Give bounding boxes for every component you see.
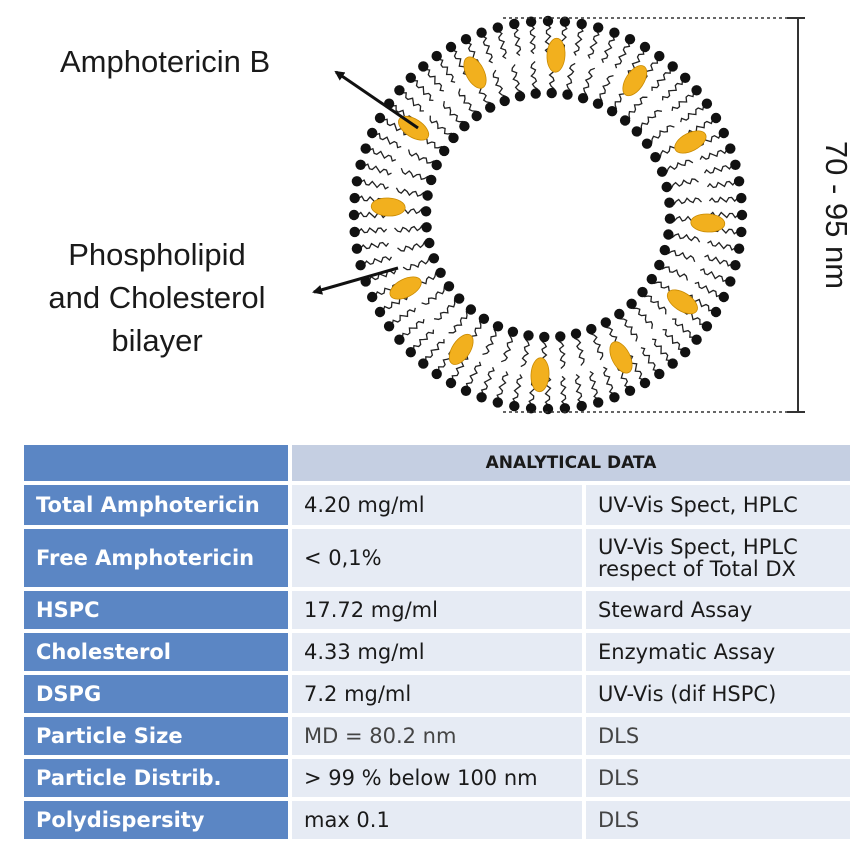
lipid-head [571, 329, 581, 339]
lipid-tail [430, 116, 452, 134]
lipid-head [429, 253, 439, 263]
lipid-head [461, 34, 471, 44]
lipid-tail [662, 267, 688, 281]
lipid-tail [459, 89, 477, 112]
lipid-head [355, 160, 365, 170]
lipid-head [614, 309, 624, 319]
lipid-tail [361, 243, 389, 249]
lipid-head [642, 139, 652, 149]
amphotericin-molecule [371, 197, 406, 217]
lipid-head [737, 210, 747, 220]
bilayer-label-line3: bilayer [111, 323, 203, 358]
lipid-tail [396, 188, 424, 196]
row-cholesterol-property: Cholesterol [24, 633, 288, 671]
lipid-head [349, 210, 359, 220]
lipid-tail [615, 43, 629, 68]
row-polydispersity-property: Polydispersity [24, 801, 288, 839]
lipid-head [476, 28, 486, 38]
lipid-tail [641, 348, 657, 371]
lipid-head [654, 369, 664, 379]
lipid-tail [467, 362, 481, 387]
lipid-tail [709, 197, 737, 202]
lipid-tail [652, 339, 670, 360]
lipid-tail [422, 287, 445, 305]
lipid-tail [359, 228, 387, 233]
lipid-tail [671, 179, 698, 189]
lipid-head [702, 321, 712, 331]
lipid-head [432, 51, 442, 61]
row-particle-distrib-property: Particle Distrib. [24, 759, 288, 797]
lipid-head [547, 88, 557, 98]
lipid-head [577, 19, 587, 29]
lipid-head [367, 292, 377, 302]
lipid-head [654, 260, 664, 270]
table-header-title: ANALYTICAL DATA [292, 445, 850, 481]
lipid-head [730, 160, 740, 170]
row-total-amphotericin-property: Total Amphotericin [24, 485, 288, 525]
lipid-head [711, 113, 721, 123]
lipid-tail [513, 375, 522, 403]
table-header-corner [24, 445, 288, 481]
lipid-tail [414, 81, 434, 101]
table-row [24, 759, 850, 797]
table-row [24, 633, 850, 671]
lipid-tail [434, 300, 455, 320]
lipid-tail [398, 241, 425, 251]
lipid-head [609, 28, 619, 38]
lipid-head [350, 227, 360, 237]
lipid-head [375, 113, 385, 123]
lipid-head [406, 73, 416, 83]
row-dspg-property: DSPG [24, 675, 288, 713]
method-line-2: respect of Total DX [598, 557, 796, 581]
lipid-head [650, 152, 660, 162]
lipid-head [736, 227, 746, 237]
lipid-tail [584, 68, 595, 95]
lipid-head [626, 299, 636, 309]
lipid-head [647, 274, 657, 284]
lipid-head [593, 22, 603, 32]
analytical-data-table [20, 441, 854, 843]
lipid-tail [482, 367, 494, 393]
lipid-head [446, 42, 456, 52]
lipid-head [730, 260, 740, 270]
lipid-head [418, 61, 428, 71]
lipid-tail [515, 28, 521, 56]
lipid-tail [633, 308, 653, 329]
lipid-tail [499, 32, 506, 59]
lipid-head [734, 176, 744, 186]
table-row [24, 591, 850, 629]
lipid-head [663, 229, 673, 239]
row-hspc-method: Steward Assay [586, 591, 850, 629]
lipid-tail [531, 62, 538, 90]
row-total-amphotericin-method: UV-Vis Spect, HPLC [586, 485, 850, 525]
amphotericin-label: Amphotericin B [60, 44, 271, 79]
lipid-head [725, 276, 735, 286]
lipid-head [432, 160, 442, 170]
lipid-tail [674, 198, 702, 205]
lipid-tail [403, 319, 424, 337]
row-cholesterol-value: 4.33 mg/ml [292, 633, 582, 671]
lipid-tail [493, 70, 505, 96]
row-particle-size-property: Particle Size [24, 717, 288, 755]
lipid-tail [708, 182, 736, 188]
lipid-head [691, 85, 701, 95]
lipid-tail [439, 59, 455, 82]
bilayer-label-line2: and Cholesterol [48, 280, 266, 315]
lipid-head [476, 392, 486, 402]
lipid-head [719, 128, 729, 138]
lipid-head [665, 214, 675, 224]
lipid-tail [558, 341, 565, 369]
lipid-tail [620, 319, 638, 342]
lipid-head [432, 369, 442, 379]
row-free-amphotericin-method [586, 529, 850, 587]
lipid-tail [603, 367, 613, 393]
lipid-tail [483, 329, 497, 355]
lipid-head [479, 314, 489, 324]
lipid-tail [426, 70, 444, 91]
table-row [24, 529, 850, 587]
lipid-tail [444, 101, 464, 122]
lipid-head [632, 126, 642, 136]
row-cholesterol-method: Enzymatic Assay [586, 633, 850, 671]
lipid-head [637, 287, 647, 297]
lipid-head [394, 335, 404, 345]
lipid-tail [672, 234, 700, 242]
lipid-tail [426, 339, 444, 360]
lipid-head [466, 304, 476, 314]
lipid-head [446, 378, 456, 388]
lipid-tail [501, 335, 512, 362]
lipid-head [500, 96, 510, 106]
lipid-tail [681, 106, 704, 122]
lipid-tail [590, 334, 602, 360]
lipid-tail [629, 97, 647, 119]
lipid-head [657, 167, 667, 177]
bilayer-label-line1: Phospholipid [68, 237, 246, 272]
lipid-head [515, 91, 525, 101]
lipid-head [586, 324, 596, 334]
lipid-tail [672, 93, 693, 111]
lipid-tail [395, 225, 423, 232]
lipid-head [668, 61, 678, 71]
lipid-head [352, 244, 362, 254]
row-dspg-value: 7.2 mg/ml [292, 675, 582, 713]
lipid-tail [641, 111, 662, 131]
lipid-head [493, 321, 503, 331]
lipid-head [654, 51, 664, 61]
lipid-head [509, 19, 519, 29]
lipid-head [625, 34, 635, 44]
lipid-head [472, 111, 482, 121]
lipid-head [352, 176, 362, 186]
lipid-head [662, 182, 672, 192]
lipid-head [375, 307, 385, 317]
lipid-head [578, 93, 588, 103]
size-label: 70 - 95 nm [819, 140, 854, 290]
lipid-tail [414, 330, 434, 350]
row-particle-distrib-method: DLS [586, 759, 850, 797]
lipid-head [493, 397, 503, 407]
lipid-head [711, 307, 721, 317]
lipid-head [607, 106, 617, 116]
lipid-head [609, 392, 619, 402]
lipid-tail [700, 150, 726, 160]
lipid-tail [705, 255, 732, 265]
lipid-tail [370, 149, 396, 161]
liposome-diagram [0, 0, 855, 430]
lipid-head [680, 73, 690, 83]
lipid-head [435, 268, 445, 278]
amphotericin-molecule [690, 213, 725, 233]
lipid-head [426, 175, 436, 185]
lipid-tail [700, 269, 726, 281]
lipid-tail [588, 32, 599, 59]
lipid-head [493, 22, 503, 32]
table-header-row [24, 445, 850, 481]
lipid-tail [403, 257, 429, 269]
lipid-head [439, 146, 449, 156]
lipid-tail [512, 65, 522, 92]
lipid-head [562, 89, 572, 99]
lipid-head [367, 128, 377, 138]
lipid-tail [667, 160, 693, 172]
lipid-tail [602, 37, 614, 63]
lipid-head [523, 330, 533, 340]
lipid-head [361, 143, 371, 153]
lipid-tail [574, 338, 584, 365]
lipid-head [593, 99, 603, 109]
table-row [24, 675, 850, 713]
lipid-tail [695, 282, 720, 296]
lipid-head [719, 292, 729, 302]
row-particle-size-value: MD = 80.2 nm [292, 717, 582, 755]
lipid-tail [644, 296, 666, 314]
lipid-tail [708, 241, 736, 250]
lipid-head [680, 347, 690, 357]
lipid-head [725, 143, 735, 153]
lipid-head [555, 331, 565, 341]
row-particle-size-method: DLS [586, 717, 850, 755]
lipid-tail [652, 70, 670, 91]
row-particle-distrib-value: > 99 % below 100 nm [292, 759, 582, 797]
row-total-amphotericin-value: 4.20 mg/ml [292, 485, 582, 525]
lipid-head [668, 358, 678, 368]
row-free-amphotericin-property: Free Amphotericin [24, 529, 288, 587]
row-dspg-method: UV-Vis (dif HSPC) [586, 675, 850, 713]
lipid-head [601, 317, 611, 327]
row-polydispersity-value: max 0.1 [292, 801, 582, 839]
lipid-tail [449, 311, 467, 333]
lipid-head [422, 190, 432, 200]
lipid-tail [365, 164, 392, 175]
lipid-head [577, 401, 587, 411]
lipid-bilayer-ring [349, 16, 747, 414]
lipid-tail [376, 134, 401, 148]
lipid-tail [668, 251, 695, 262]
lipid-head [485, 102, 495, 112]
lipid-head [593, 397, 603, 407]
lipid-head [394, 85, 404, 95]
row-hspc-property: HSPC [24, 591, 288, 629]
lipid-tail [409, 150, 435, 164]
row-hspc-value: 17.72 mg/ml [292, 591, 582, 629]
lipid-tail [652, 126, 675, 144]
row-polydispersity-method: DLS [586, 801, 850, 839]
lipid-head [418, 358, 428, 368]
lipid-head [734, 244, 744, 254]
lipid-head [384, 321, 394, 331]
lipid-head [509, 401, 519, 411]
lipid-tail [521, 339, 529, 367]
lipid-head [421, 222, 431, 232]
lipid-head [531, 88, 541, 98]
lipid-head [664, 198, 674, 208]
lipid-tail [590, 372, 597, 399]
lipid-head [702, 99, 712, 109]
lipid-head [625, 386, 635, 396]
lipid-tail [401, 168, 428, 179]
lipid-head [406, 347, 416, 357]
lipid-head [691, 335, 701, 345]
table-row [24, 717, 850, 755]
lipid-tail [561, 376, 566, 404]
lipid-head [640, 42, 650, 52]
lipid-head [459, 121, 469, 131]
lipid-head [461, 386, 471, 396]
lipid-head [454, 293, 464, 303]
lipid-head [444, 281, 454, 291]
lipid-tail [567, 63, 575, 91]
method-line-1: UV-Vis Spect, HPLC [598, 534, 798, 559]
lipid-tail [483, 37, 493, 63]
lipid-head [448, 133, 458, 143]
lipid-tail [663, 330, 683, 350]
lipid-tail [403, 93, 424, 111]
amphotericin-molecule [530, 357, 550, 392]
lipid-tail [600, 76, 614, 102]
lipid-tail [663, 81, 683, 101]
lipid-tail [672, 319, 693, 337]
lipid-head [424, 238, 434, 248]
lipid-tail [365, 257, 392, 264]
lipid-head [355, 260, 365, 270]
lipid-head [508, 327, 518, 337]
lipid-head [660, 245, 670, 255]
lipid-tail [705, 166, 732, 173]
table-row [24, 485, 850, 525]
lipid-tail [530, 26, 535, 54]
row-free-amphotericin-value: < 0,1% [292, 529, 582, 587]
lipid-head [640, 378, 650, 388]
lipid-head [421, 206, 431, 216]
lipid-head [736, 193, 746, 203]
lipid-tail [576, 375, 582, 403]
amphotericin-molecule [546, 38, 566, 73]
lipid-tail [392, 308, 415, 324]
lipid-tail [574, 28, 583, 56]
table-row [24, 801, 850, 839]
lipid-head [620, 115, 630, 125]
lipid-tail [497, 372, 508, 399]
lipid-head [539, 332, 549, 342]
lipid-tail [361, 180, 389, 189]
lipid-head [350, 193, 360, 203]
